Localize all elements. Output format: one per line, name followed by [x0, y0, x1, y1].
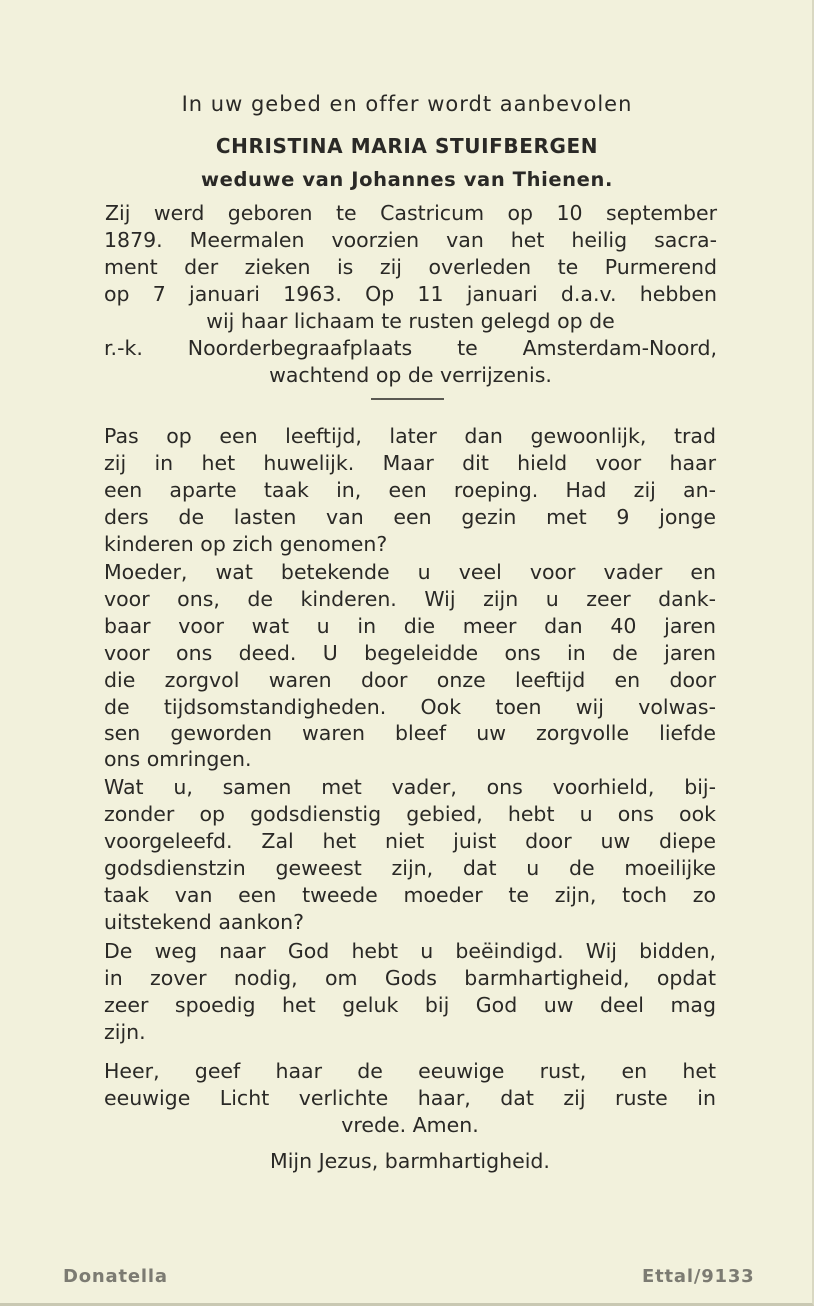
- body-line: zeer spoedig het geluk bij God uw deel mag: [104, 993, 716, 1017]
- prayer-line: eeuwige Licht verlichte haar, dat zij ruste in: [104, 1086, 716, 1110]
- bio-line: 1879. Meermalen voorzien van het heilig sacra-: [104, 228, 717, 252]
- widow-of-line: weduwe van Johannes van Thienen.: [201, 168, 613, 191]
- print-code: Ettal/9133: [642, 1266, 755, 1287]
- body-line: taak van een tweede moeder te zijn, toch zo: [104, 883, 716, 907]
- body-line: Pas op een leeftijd, later dan gewoonlijk, trad: [104, 424, 716, 448]
- bio-line: Zij werd geboren te Castricum op 10 september: [105, 201, 717, 225]
- body-line: zijn.: [104, 1020, 146, 1044]
- bio-line: r.-k. Noorderbegraafplaats te Amsterdam-Noord,: [104, 336, 717, 360]
- body-line: in zover nodig, om Gods barmhartigheid, opdat: [104, 966, 716, 990]
- publisher-mark: Donatella: [63, 1266, 168, 1287]
- body-line: ons omringen.: [104, 747, 252, 771]
- prayer-line: vrede. Amen.: [341, 1113, 479, 1137]
- body-line: baar voor wat u in die meer dan 40 jaren: [104, 614, 716, 638]
- deceased-name: CHRISTINA MARIA STUIFBERGEN: [215, 134, 599, 158]
- closing-line: Mijn Jezus, barmhartigheid.: [270, 1149, 550, 1173]
- body-line: Wat u, samen met vader, ons voorhield, bij-: [104, 775, 716, 799]
- body-line: voor ons deed. U begeleidde ons in de jaren: [104, 641, 716, 665]
- intro-line: In uw gebed en offer wordt aanbevolen: [181, 92, 633, 116]
- body-line: kinderen op zich genomen?: [104, 532, 388, 556]
- body-line: die zorgvol waren door onze leeftijd en door: [104, 668, 716, 692]
- body-line: voor ons, de kinderen. Wij zijn u zeer dank-: [104, 587, 716, 611]
- prayer-line: Heer, geef haar de eeuwige rust, en het: [104, 1059, 716, 1083]
- body-line: een aparte taak in, een roeping. Had zij an-: [104, 478, 716, 502]
- body-line: sen geworden waren bleef uw zorgvolle liefde: [104, 721, 716, 745]
- bio-line: wachtend op de verrijzenis.: [269, 363, 552, 387]
- bio-line: ment der zieken is zij overleden te Purmerend: [104, 255, 717, 279]
- body-line: ders de lasten van een gezin met 9 jonge: [104, 505, 716, 529]
- bio-line: wij haar lichaam te rusten gelegd op de: [206, 309, 615, 333]
- body-line: uitstekend aankon?: [104, 910, 305, 934]
- body-line: Moeder, wat betekende u veel voor vader en: [104, 560, 716, 584]
- body-line: de tijdsomstandigheden. Ook toen wij volwas-: [104, 695, 716, 719]
- body-line: godsdienstzin geweest zijn, dat u de moeilijke: [104, 856, 716, 880]
- section-divider: [371, 398, 444, 400]
- body-line: De weg naar God hebt u beëindigd. Wij bidden,: [104, 939, 716, 963]
- body-line: zonder op godsdienstig gebied, hebt u ons ook: [104, 802, 716, 826]
- body-line: zij in het huwelijk. Maar dit hield voor haar: [104, 451, 716, 475]
- bio-line: op 7 januari 1963. Op 11 januari d.a.v. hebben: [104, 282, 717, 306]
- body-line: voorgeleefd. Zal het niet juist door uw diepe: [104, 829, 716, 853]
